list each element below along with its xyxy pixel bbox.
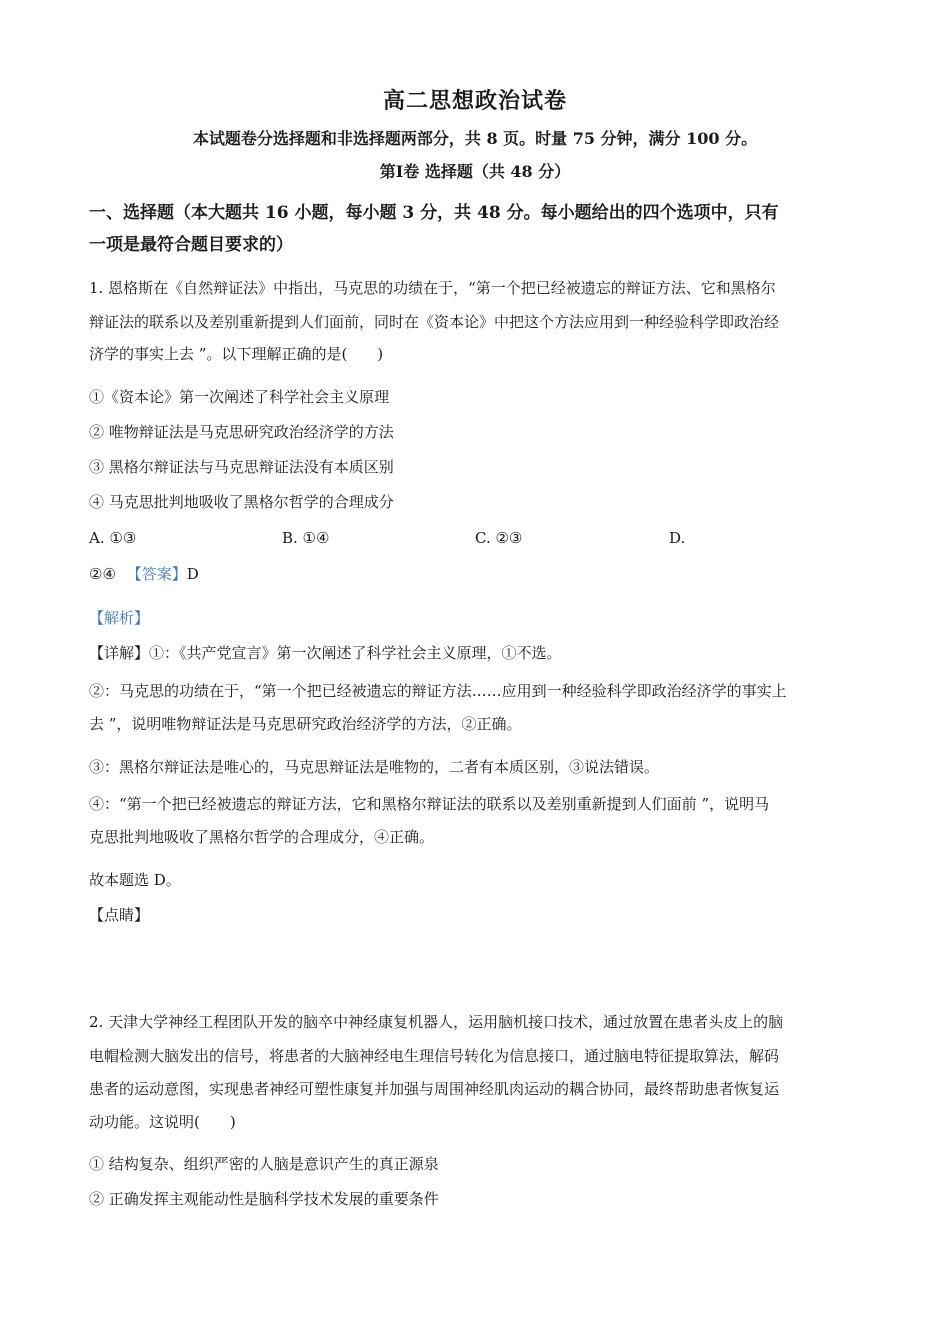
exam-title: 高二思想政治试卷 <box>382 88 567 114</box>
q2-statement-1: ① 结构复杂、组织严密的人脑是意识产生的真正源泉 <box>89 1155 439 1173</box>
q1-statement-3: ③ 黑格尔辩证法与马克思辩证法没有本质区别 <box>89 458 394 476</box>
q1-statement-4: ④ 马克思批判地吸收了黑格尔哲学的合理成分 <box>89 493 394 511</box>
q1-detail-line: ③：黑格尔辩证法是唯心的，马克思辩证法是唯物的，二者有本质区别，③说法错误。 <box>89 758 660 776</box>
section-heading-line2: 一项是最符合题目要求的） <box>89 235 293 255</box>
q1-option-a: A. ①③ <box>89 529 137 547</box>
answer-label: 【答案】 <box>126 565 187 583</box>
q1-stem-line: 1. 恩格斯在《自然辩证法》中指出，马克思的功绩在于，“第一个把已经被遗忘的辩证方法、它和黑格尔 <box>89 279 776 297</box>
q1-detail-line: 去 ”，说明唯物辩证法是马克思研究政治经济学的方法，②正确。 <box>89 715 522 733</box>
answer-value: D <box>186 565 199 583</box>
q2-stem-line: 电帽检测大脑发出的信号，将患者的大脑神经电生理信号转化为信息接口，通过脑电特征提取算法，解码 <box>89 1047 780 1065</box>
q1-option-d: D. <box>669 529 686 547</box>
q1-option-d-cont: ②④ <box>89 565 116 583</box>
q1-detail-line: 【详解】①：《共产党宣言》第一次阐述了科学社会主义原理，①不选。 <box>89 644 562 662</box>
q1-statement-1: ①《资本论》第一次阐述了科学社会主义原理 <box>89 388 390 406</box>
q1-statement-2: ② 唯物辩证法是马克思研究政治经济学的方法 <box>89 423 394 441</box>
q1-conclusion: 故本题选 D。 <box>89 871 181 889</box>
q1-option-c: C. ②③ <box>475 529 523 547</box>
part-title: 第Ⅰ卷 选择题（共 48 分） <box>379 162 571 181</box>
q1-answer-line <box>89 563 199 584</box>
q1-detail-line: ④：“第一个把已经被遗忘的辩证方法，它和黑格尔辩证法的联系以及差别重新提到人们面前 ”，说明马 <box>89 795 770 813</box>
q1-stem-line: 辩证法的联系以及差别重新提到人们面前，同时在《资本论》中把这个方法应用到一种经验科学即政治经 <box>89 313 780 331</box>
analysis-label: 【解析】 <box>89 609 150 627</box>
q2-stem-line: 2. 天津大学神经工程团队开发的脑卒中神经康复机器人，运用脑机接口技术，通过放置在患者头皮上的脑 <box>89 1013 784 1031</box>
q1-detail-line: 克思批判地吸收了黑格尔哲学的合理成分，④正确。 <box>89 828 435 846</box>
exam-intro: 本试题卷分选择题和非选择题两部分，共 8 页。时量 75 分钟，满分 100 分。 <box>192 129 758 148</box>
q1-option-b: B. ①④ <box>282 529 330 547</box>
q2-statement-2: ② 正确发挥主观能动性是脑科学技术发展的重要条件 <box>89 1190 439 1208</box>
q1-detail-line: ②：马克思的功绩在于，“第一个把已经被遗忘的辩证方法……应用到一种经验科学即政治经济学的事实上 <box>89 682 787 700</box>
q1-stem-line: 济学的事实上去 ”。以下理解正确的是( ) <box>89 345 384 363</box>
q2-stem-line: 动功能。这说明( ) <box>89 1113 236 1131</box>
dianjing-label: 【点睛】 <box>89 906 150 924</box>
q2-stem-line: 患者的运动意图，实现患者神经可塑性康复并加强与周围神经肌肉运动的耦合协同，最终帮助患者恢复运 <box>89 1080 780 1098</box>
section-heading-line1: 一、选择题（本大题共 16 小题，每小题 3 分，共 48 分。每小题给出的四个选项中，只有 <box>89 203 779 223</box>
